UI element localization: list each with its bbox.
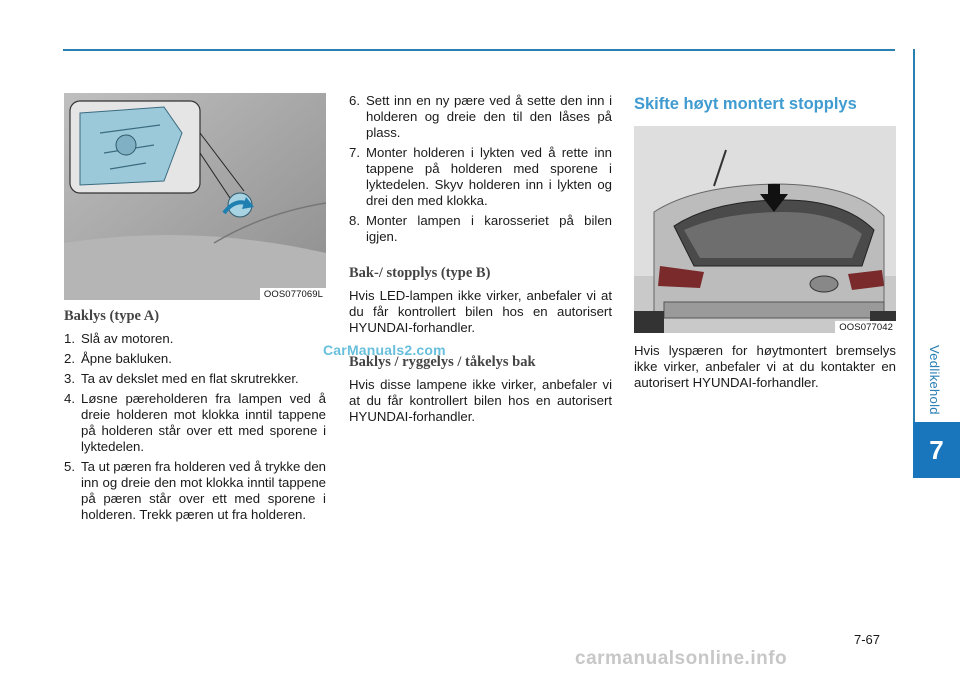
chapter-tab: 7 (913, 422, 960, 478)
column-3 (634, 93, 896, 395)
list-item: 3. Ta av dekslet med en flat skrutrekker. (64, 371, 299, 386)
footer-watermark: carmanualsonline.info (575, 648, 788, 669)
list-item: 8. Monter lampen i karosseriet på bilen igjen. (349, 213, 612, 244)
tail-lamp-illustration (64, 93, 326, 300)
chapter-side-label: Vedlikehold (927, 345, 942, 415)
car-rear-illustration (634, 126, 896, 333)
section-heading-baklys-type-a: Baklys (type A) (64, 308, 160, 324)
list-item: 7. Monter holderen i lykten ved å rette inn tappene på holderen med sporene i lyktedelen. Skyv holderen inn i lykten og drei den med klokka. (349, 145, 612, 208)
column-1 (64, 93, 326, 527)
watermark: CarManuals2.com (323, 342, 446, 358)
figure-code: OOS077042 (835, 321, 896, 333)
paragraph-baklys-ryggelys: Hvis disse lampene ikke virker, anbefaler vi at du får kontrollert bilen hos en autorisert HYUNDAI-forhandler. (349, 377, 612, 424)
side-rule (913, 49, 915, 449)
top-rule (63, 49, 895, 51)
list-item: 2. Åpne bakluken. (64, 351, 172, 366)
paragraph-hoyt-montert: Hvis lyspæren for høytmontert bremselys ikke virker, anbefaler vi at du kontakter en autorisert HYUNDAI-forhandler. (634, 343, 896, 390)
page-number: 7-67 (854, 632, 881, 647)
list-item: 6. Sett inn en ny pære ved å sette den inn i holderen og dreie den til den låses på plass. (349, 93, 612, 140)
paragraph-type-b: Hvis LED-lampen ikke virker, anbefaler vi at du får kontrollert bilen hos en autorisert HYUNDAI-forhandler. (349, 288, 612, 335)
list-item: 4. Løsne pæreholderen fra lampen ved å dreie holderen mot klokka inntil tappene på holderen står over ett med sporene i lyktedelen. (64, 391, 326, 454)
steps-list-1 (64, 331, 326, 523)
figure-high-mounted-stop-lamp (634, 126, 896, 333)
steps-list-2 (349, 93, 612, 245)
list-item: 1. Slå av motoren. (64, 331, 174, 346)
list-item: 5. Ta ut pæren fra holderen ved å trykke den inn og dreie den mot klokka inntil tappene på pæren står over ett med sporene i holderen. Trekk pæren ut fra holderen. (64, 459, 326, 522)
figure-tail-lamp-holder (64, 93, 326, 300)
section-heading-bak-stopplys-type-b: Bak-/ stopplys (type B) (349, 265, 491, 281)
column-2 (349, 93, 612, 429)
section-heading-hoyt-montert-stopplys: Skifte høyt montert stopplys (634, 95, 857, 113)
section-heading-baklys-ryggelys-taakelys: Baklys / ryggelys / tåkelys bak (349, 354, 536, 370)
figure-code: OOS077069L (260, 288, 326, 300)
